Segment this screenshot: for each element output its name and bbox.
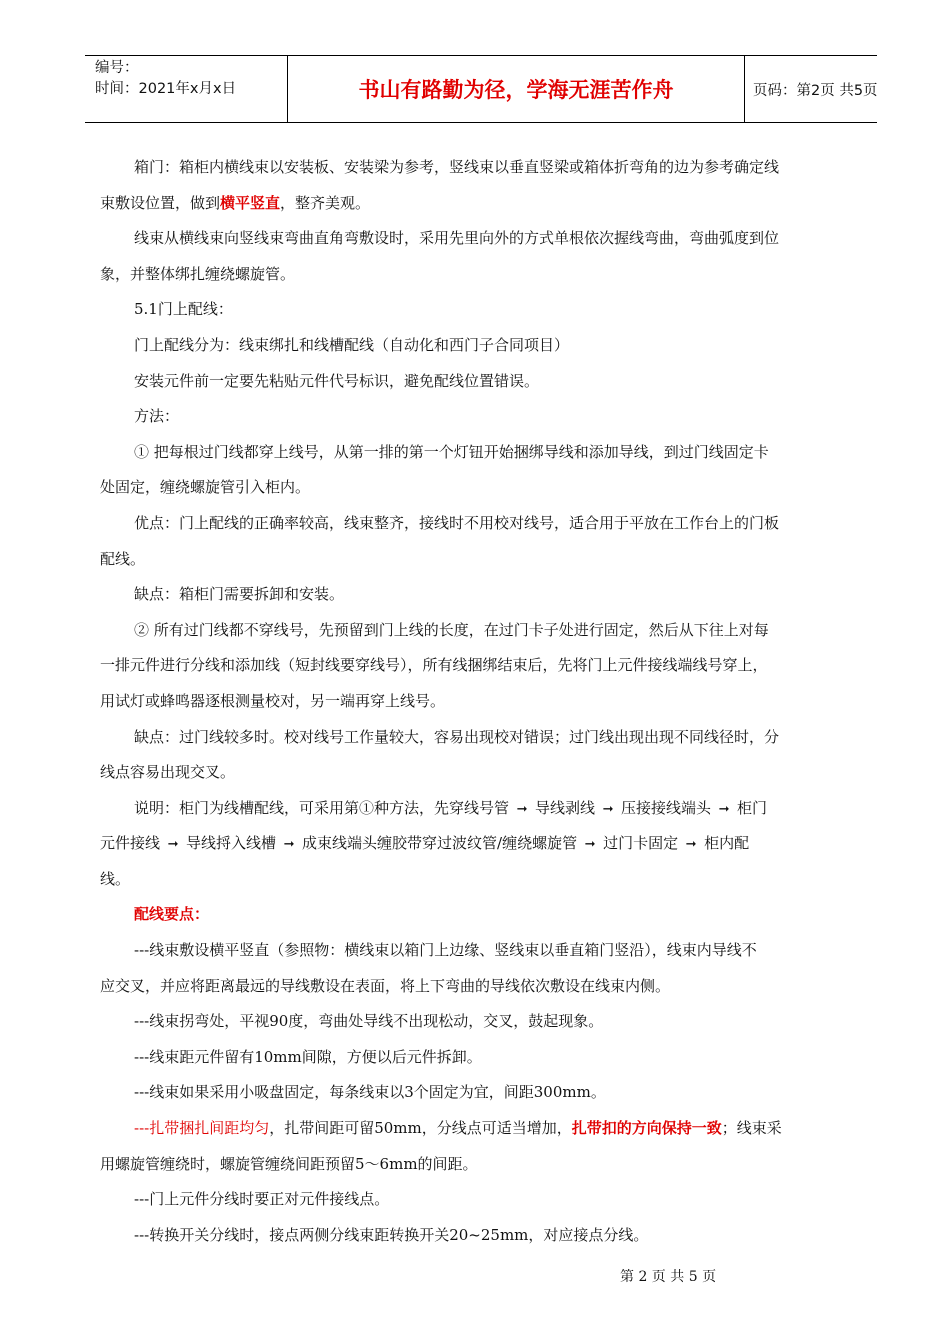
paragraph-line xyxy=(100,791,865,827)
paragraph-line xyxy=(100,1111,865,1147)
text-span: 导线捋入线槽 xyxy=(186,834,277,853)
text-span: 柜门 xyxy=(737,798,768,817)
arrow-icon: ➞ xyxy=(602,801,614,817)
document-number-label: 编号： xyxy=(95,60,139,76)
paragraph-line: ② 所有过门线都不穿线号，先预留到门上线的长度，在过门卡子处进行固定，然后从下往上对每 xyxy=(134,620,769,639)
paragraph-line: 线点容易出现交叉。 xyxy=(100,763,236,782)
highlight-text: 横平竖直 xyxy=(220,193,281,212)
paragraph-line: 用试灯或蜂鸣器逐根测量校对，另一端再穿上线号。 xyxy=(100,691,446,710)
paragraph-line: 处固定，缠绕螺旋管引入柜内。 xyxy=(100,478,311,497)
key-points-heading: 配线要点： xyxy=(134,905,210,924)
document-body xyxy=(100,150,865,1253)
paragraph-line: 配线。 xyxy=(100,549,146,568)
section-heading: 5.1门上配线： xyxy=(134,300,233,319)
text-span: ，整齐美观。 xyxy=(280,193,371,212)
paragraph-line: 线束从横线束向竖线束弯曲直角弯敷设时，采用先里向外的方式单根依次握线弯曲，弯曲弧度到位 xyxy=(134,229,780,248)
paragraph-line: ---线束敷设横平竖直（参照物：横线束以箱门上边缘、竖线束以垂直箱门竖沿），线束内导线不 xyxy=(134,941,757,960)
header-page-code: 页码：第2页 共5页 xyxy=(753,82,878,99)
paragraph-line: 箱门：箱柜内横线束以安装板、安装梁为参考，竖线束以垂直竖梁或箱体折弯角的边为参考确定线 xyxy=(134,158,780,176)
paragraph-line: ---线束距元件留有10mm间隙，方便以后元件拆卸。 xyxy=(134,1047,482,1066)
text-span: 说明：柜门为线槽配线，可采用第①种方法，先穿线号管 xyxy=(134,798,510,817)
paragraph-line: 门上配线分为：线束绑扎和线槽配线（自动化和西门子合同项目） xyxy=(134,335,570,354)
header-meta xyxy=(85,56,287,122)
paragraph-line: ---门上元件分线时要正对元件接线点。 xyxy=(134,1190,390,1209)
paragraph-line xyxy=(100,186,865,222)
paragraph-line: ---线束如果采用小吸盘固定，每条线束以3个固定为宜，间距300mm。 xyxy=(134,1083,606,1102)
page-header xyxy=(85,55,877,123)
highlight-text: ---扎带捆扎间距均匀 xyxy=(134,1119,270,1138)
paragraph-line xyxy=(100,826,865,862)
text-span: 束敷设位置，做到 xyxy=(100,193,221,212)
arrow-icon: ➞ xyxy=(283,837,295,853)
paragraph-line: 用螺旋管缠绕时，螺旋管缠绕间距预留5～6mm的间距。 xyxy=(100,1154,478,1173)
arrow-icon: ➞ xyxy=(167,837,179,853)
text-span: ；线束采 xyxy=(721,1119,782,1138)
arrow-icon: ➞ xyxy=(516,801,528,817)
paragraph-line: 一排元件进行分线和添加线（短封线要穿线号），所有线捆绑结束后，先将门上元件接线端线号穿上， xyxy=(100,656,768,675)
text-span: 导线剥线 xyxy=(535,798,596,817)
arrow-icon: ➞ xyxy=(584,837,596,853)
text-span: ，扎带间距可留50mm，分线点可适当增加， xyxy=(269,1119,572,1138)
paragraph-line: ---转换开关分线时，接点两侧分线束距转换开关20~25mm，对应接点分线。 xyxy=(134,1225,649,1244)
text-span: 压接接线端头 xyxy=(621,798,712,817)
arrow-icon: ➞ xyxy=(685,837,697,853)
paragraph-line: 方法： xyxy=(134,407,180,426)
header-motto-cell xyxy=(287,56,745,122)
paragraph-line: 线。 xyxy=(100,869,131,888)
paragraph-line: 优点：门上配线的正确率较高，线束整齐，接线时不用校对线号，适合用于平放在工作台上的门板 xyxy=(134,513,780,532)
paragraph-line: ---线束拐弯处，平视90度，弯曲处导线不出现松动，交叉，鼓起现象。 xyxy=(134,1012,604,1031)
paragraph-line: 缺点：箱柜门需要拆卸和安装。 xyxy=(134,585,345,604)
text-span: 柜内配 xyxy=(704,834,750,853)
text-span: 过门卡固定 xyxy=(603,834,679,853)
paragraph-line: 安装元件前一定要先粘贴元件代号标识，避免配线位置错误。 xyxy=(134,371,540,390)
paragraph-line: 缺点：过门线较多时。校对线号工作量较大，容易出现校对错误；过门线出现出现不同线径时，分 xyxy=(134,727,780,746)
arrow-icon: ➞ xyxy=(718,801,730,817)
document-time: 时间：2021年x月x日 xyxy=(95,81,237,97)
highlight-text: 扎带扣的方向保持一致 xyxy=(571,1119,722,1138)
paragraph-line: ① 把每根过门线都穿上线号，从第一排的第一个灯钮开始捆绑导线和添加导线，到过门线固定卡 xyxy=(134,442,769,461)
paragraph-line: 象，并整体绑扎缠绕螺旋管。 xyxy=(100,264,296,283)
paragraph-line: 应交叉，并应将距离最远的导线敷设在表面，将上下弯曲的导线依次敷设在线束内侧。 xyxy=(100,976,671,995)
page-footer: 第 2 页 共 5 页 xyxy=(620,1269,717,1285)
text-span: 成束线端头缠胶带穿过波纹管/缠绕螺旋管 xyxy=(302,834,578,853)
header-motto: 书山有路勤为径，学海无涯苦作舟 xyxy=(358,78,674,102)
text-span: 元件接线 xyxy=(100,834,161,853)
